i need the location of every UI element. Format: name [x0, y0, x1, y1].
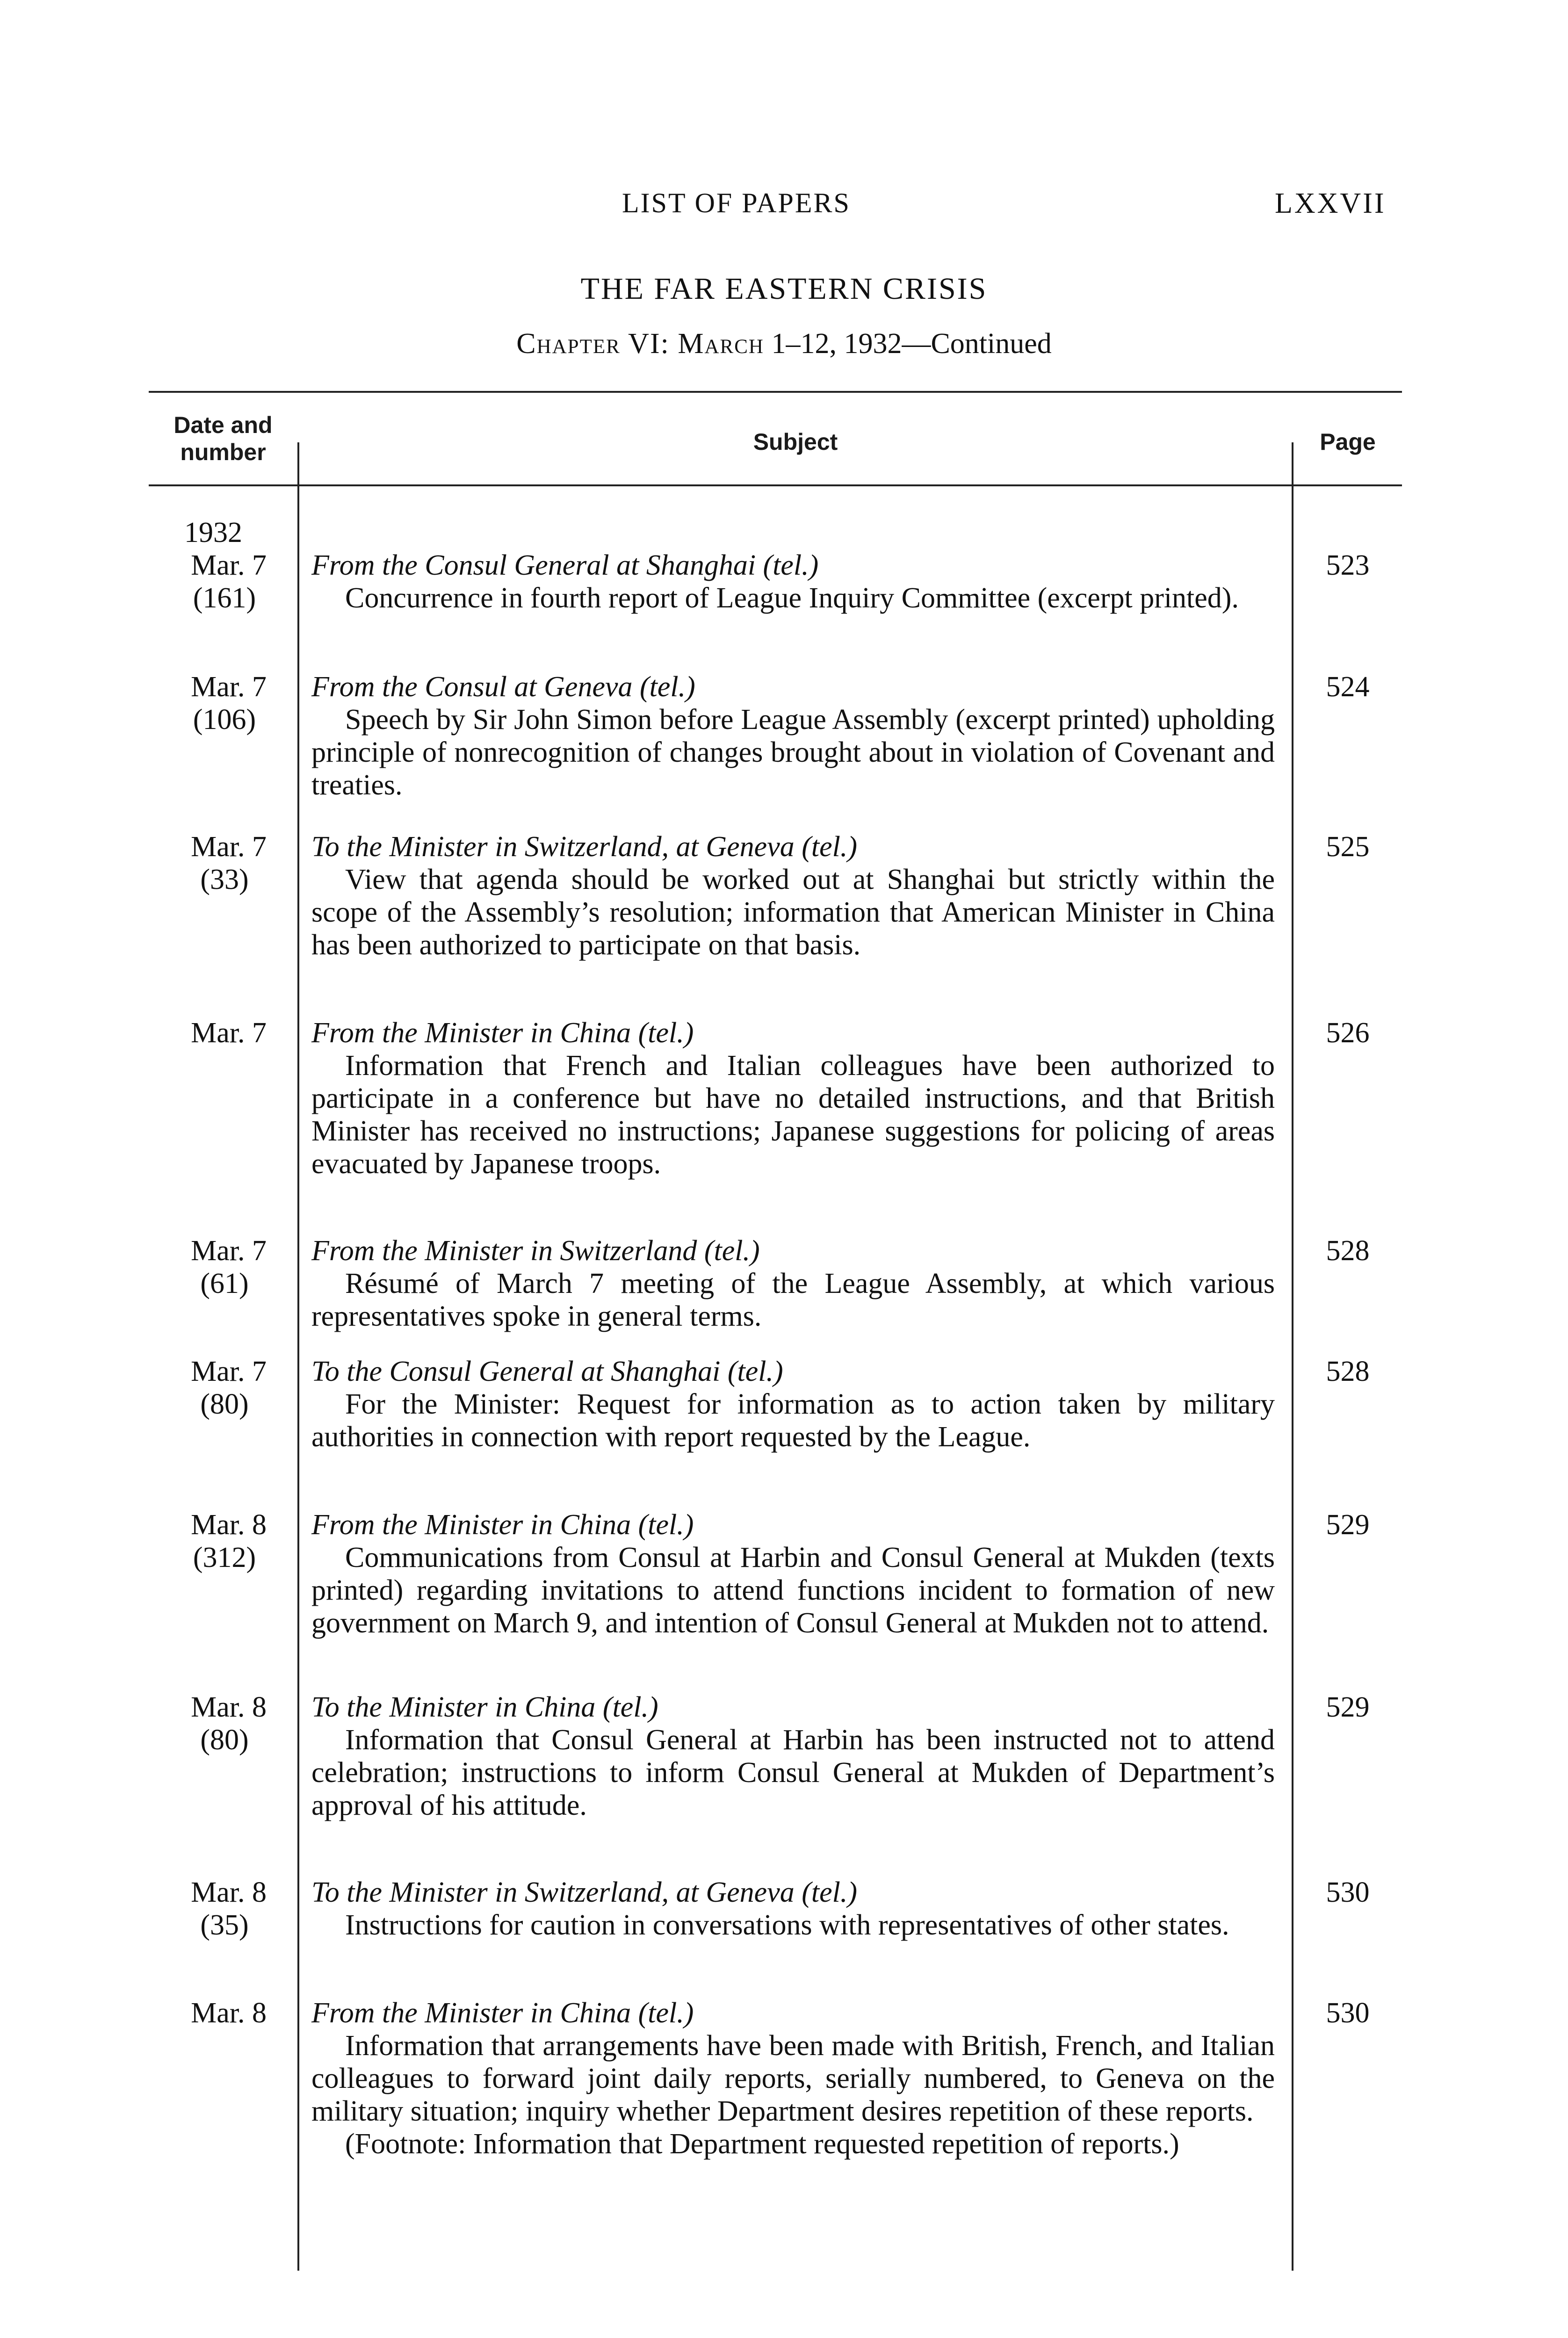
- entry-description: Information that French and Italian colleagues have been authorized to participate in a conference but have no detailed instructions, and that British Minister has received no instructions; Japanese suggestions for policing of areas evacuated by Japanese troops.: [311, 1050, 1275, 1180]
- entry-subject: [311, 1691, 1275, 1822]
- entry-page: 525: [1326, 831, 1370, 863]
- entry-page: 528: [1326, 1356, 1370, 1387]
- running-head: [0, 187, 1568, 234]
- header-date-and-number: [149, 411, 297, 466]
- entry-date: Mar. 7: [191, 831, 267, 863]
- header-page: Page: [1320, 429, 1376, 455]
- entry-number: (33): [200, 864, 249, 895]
- entry-page: 524: [1326, 671, 1370, 703]
- entry-heading: From the Minister in Switzerland (tel.): [311, 1235, 760, 1267]
- chapter-label: Chapter VI: March: [516, 328, 764, 360]
- entry-heading: To the Minister in China (tel.): [311, 1691, 658, 1723]
- entry-page: 528: [1326, 1235, 1370, 1267]
- entry-heading: To the Consul General at Shanghai (tel.): [311, 1356, 783, 1387]
- entry-date-cell: [140, 1017, 267, 1049]
- page-folio: LXXVII: [1275, 188, 1386, 219]
- entry-description: Résumé of March 7 meeting of the League Assembly, at which various representatives spoke in general terms.: [311, 1268, 1275, 1332]
- table-header-rule: [149, 484, 1402, 486]
- entry-page: 523: [1326, 549, 1370, 581]
- entry-date: Mar. 7: [191, 1356, 267, 1387]
- entry-footnote: (Footnote: Information that Department requested repetition of reports.): [345, 2128, 1179, 2160]
- entry-subject: [311, 1876, 1275, 1941]
- entry-date-cell: [140, 1876, 267, 1941]
- entry-date-cell: [140, 549, 267, 614]
- entry-date: Mar. 7: [191, 671, 267, 703]
- entry-heading: From the Minister in China (tel.): [311, 1509, 694, 1541]
- entry-date-cell: [140, 671, 267, 736]
- entry-number: (80): [200, 1388, 249, 1420]
- entry-number: (61): [200, 1268, 249, 1299]
- entry-description: Communications from Consul at Harbin and Consul General at Mukden (texts printed) regarding invitations to attend functions incident to formation of new government on March 9, and intention of Consul General at Mukden not to attend.: [311, 1542, 1275, 1639]
- date-subject-divider: [297, 442, 299, 2271]
- entry-number: (161): [193, 582, 256, 614]
- entry-description: For the Minister: Request for information as to action taken by military authorities in connection with report requested by the League.: [311, 1388, 1275, 1453]
- entry-heading: To the Minister in Switzerland, at Geneva (tel.): [311, 831, 857, 863]
- entry-number: (312): [193, 1542, 256, 1573]
- entry-number: (106): [193, 704, 256, 736]
- entry-date: Mar. 8: [191, 1876, 267, 1908]
- entry-subject: [311, 1017, 1275, 1180]
- entry-date-cell: [140, 1997, 267, 2029]
- header-date-line1: Date and: [173, 412, 273, 438]
- entry-date-cell: [140, 1234, 267, 1300]
- running-title: LIST OF PAPERS: [622, 188, 851, 218]
- entry-description: View that agenda should be worked out at Shanghai but strictly within the scope of the Assembly’s resolution; information that American Minister in China has been authorized to participate on that basis.: [311, 864, 1275, 961]
- entry-heading: From the Consul General at Shanghai (tel.): [311, 549, 819, 581]
- entry-page: 529: [1326, 1509, 1370, 1541]
- table-top-rule: [149, 391, 1402, 393]
- year-label: 1932: [184, 517, 242, 548]
- entry-page: 529: [1326, 1691, 1370, 1723]
- entry-date: Mar. 8: [191, 1509, 267, 1541]
- entry-subject: [311, 549, 1275, 614]
- entry-number: (35): [200, 1909, 249, 1941]
- entry-subject: [311, 1508, 1275, 1639]
- entry-date: Mar. 8: [191, 1997, 267, 2029]
- entry-subject: [311, 1234, 1275, 1333]
- entry-date: Mar. 8: [191, 1691, 267, 1723]
- entry-subject: [311, 830, 1275, 961]
- entry-heading: To the Minister in Switzerland, at Geneva (tel.): [311, 1876, 857, 1908]
- entry-heading: From the Consul at Geneva (tel.): [311, 671, 695, 703]
- entry-date-cell: [140, 1691, 267, 1756]
- entry-number: (80): [200, 1724, 249, 1756]
- entry-date-cell: [140, 1508, 267, 1574]
- chapter-range: 1–12, 1932—Continued: [764, 328, 1052, 360]
- header-date-line2: number: [180, 439, 266, 465]
- entry-page: 530: [1326, 1997, 1370, 2029]
- entry-subject: [311, 671, 1275, 801]
- entry-description: Information that arrangements have been made with British, French, and Italian colleagues to forward joint daily reports, serially numbered, to Geneva on the military situation; inquiry whether Department desires repetition of these reports.: [311, 2030, 1275, 2127]
- header-subject: Subject: [753, 429, 838, 455]
- entry-date: Mar. 7: [191, 1235, 267, 1267]
- chapter-heading: [0, 327, 1568, 361]
- entry-description: Speech by Sir John Simon before League Assembly (excerpt printed) upholding principle of nonrecognition of changes brought about in violation of Covenant and treaties.: [311, 704, 1275, 801]
- entry-description: Information that Consul General at Harbin has been instructed not to attend celebration; instructions to inform Consul General at Mukden of Department’s approval of his attitude.: [311, 1724, 1275, 1821]
- entry-date: Mar. 7: [191, 1017, 267, 1049]
- entry-description: Concurrence in fourth report of League Inquiry Committee (excerpt printed).: [345, 582, 1239, 614]
- entry-date-cell: [140, 830, 267, 896]
- entry-subject: [311, 1355, 1275, 1453]
- entry-date-cell: [140, 1355, 267, 1421]
- entry-subject: [311, 1997, 1275, 2160]
- entry-date: Mar. 7: [191, 549, 267, 581]
- entry-description: Instructions for caution in conversations with representatives of other states.: [345, 1909, 1229, 1941]
- entry-heading: From the Minister in China (tel.): [311, 1997, 694, 2029]
- entry-heading: From the Minister in China (tel.): [311, 1017, 694, 1049]
- entry-page: 526: [1326, 1017, 1370, 1049]
- entry-page: 530: [1326, 1876, 1370, 1908]
- section-title: THE FAR EASTERN CRISIS: [580, 272, 988, 306]
